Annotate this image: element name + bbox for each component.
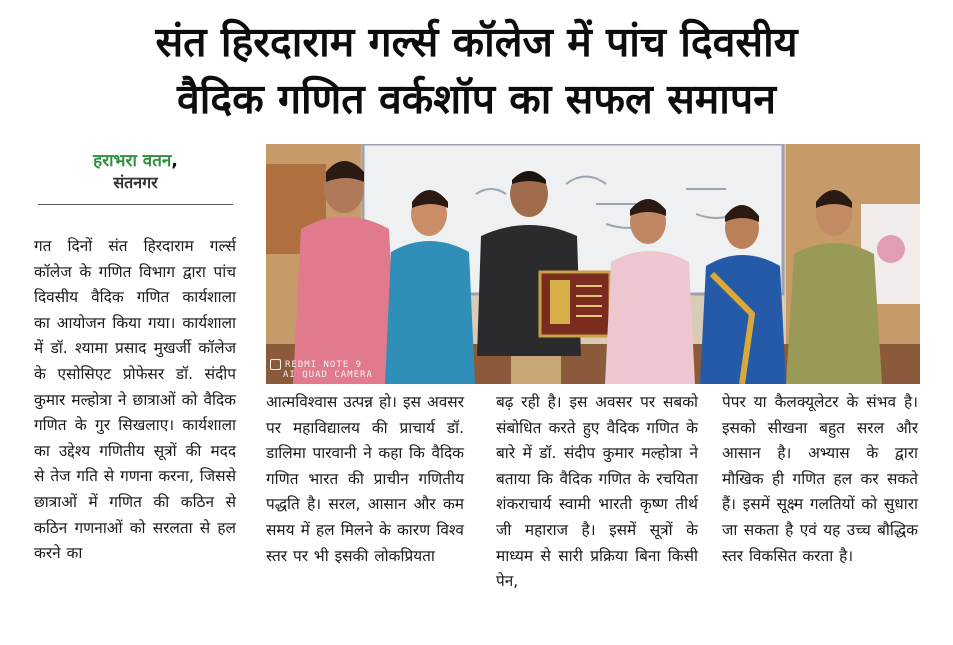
article-column-4: पेपर या कैलक्यूलेटर के संभव है। इसको सीखना बहुत सरल और आसान है। अभ्यास के द्वारा मौखिक ही गणित हल कर सकते हैं। इसमें सूक्ष्म गलतियों को सुधारा जा सकता है एवं यह उच्च बौद्धिक स्तर विकसित करता है।: [722, 393, 918, 565]
dateline-location: संतनगर: [113, 173, 158, 192]
camera-watermark-model: REDMI NOTE 9: [285, 359, 363, 370]
headline-line-2: वैदिक गणित वर्कशॉप का सफल समापन: [177, 75, 776, 123]
newspaper-name-text: हराभरा वतन: [93, 151, 172, 171]
camera-watermark: [270, 359, 373, 380]
news-photo: [266, 144, 920, 384]
byline-divider: [38, 204, 233, 205]
newspaper-name: [38, 150, 233, 172]
camera-lens-icon: [270, 359, 281, 370]
group-photo-illustration: [266, 144, 920, 384]
article-column-1: गत दिनों संत हिरदाराम गर्ल्स कॉलेज के गणित विभाग द्वारा पांच दिवसीय वैदिक गणित कार्यशाला का आयोजन किया गया। कार्यशाला में डॉ. श्यामा प्रसाद मुखर्जी कॉलेज के एसोसिएट प्रोफेसर डॉ. संदीप कुमार मल्होत्रा ने छात्राओं को वैदिक गणित के गुर सिखलाए। कार्यशाला का उद्देश्य गणितीय सूत्रों की मदद से तेज गति से गणना करना, जिससे छात्राओं में गणित की कठिन से कठिन गणनाओं को सरलता से हल करने का: [34, 237, 236, 563]
headline-line-1: संत हिरदाराम गर्ल्स कॉलेज में पांच दिवसीय: [155, 18, 798, 66]
camera-watermark-sub: AI QUAD CAMERA: [283, 370, 373, 380]
byline-comma: ,: [171, 151, 178, 171]
article-column-2: आत्मविश्वास उत्पन्न हो। इस अवसर पर महाविद्यालय की प्राचार्य डॉ. डालिमा पारवानी ने कहा कि वैदिक गणित भारत की प्राचीन गणितीय पद्धति है। सरल, आसान और कम समय में हल मिलने के कारण विश्व स्तर पर भी इसकी लोकप्रियता: [266, 393, 464, 565]
byline: [38, 150, 233, 194]
article-column-3: बढ़ रही है। इस अवसर पर सबको संबोधित करते हुए वैदिक गणित के बारे में डॉ. संदीप कुमार मल्होत्रा ने बताया कि वैदिक गणित के रचयिता शंकराचार्य स्वामी भारती कृष्ण तीर्थ जी महाराज है। इसमें सूत्रों के माध्यम से सारी प्रक्रिया बिना किसी पेन,: [496, 393, 698, 591]
headline: [0, 14, 953, 128]
